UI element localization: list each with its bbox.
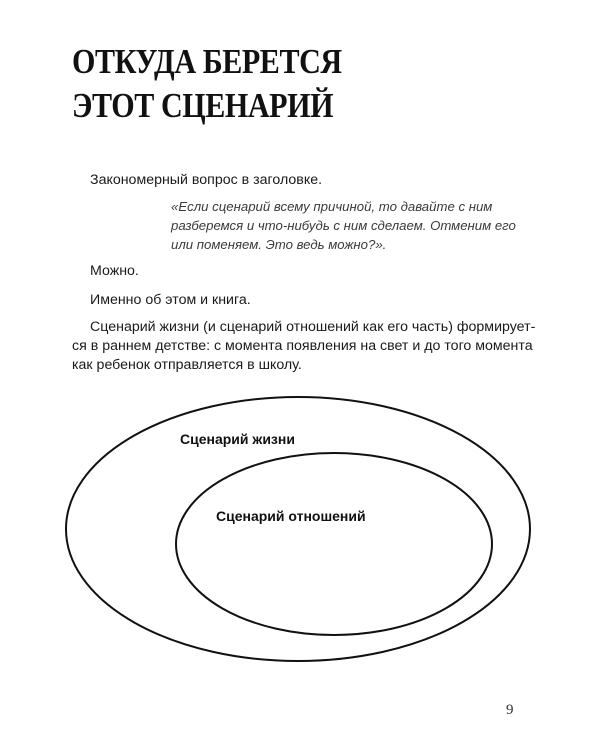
life-scenario-ellipse	[66, 397, 530, 661]
answer-paragraph: Можно.	[90, 263, 139, 279]
chapter-title	[72, 40, 342, 128]
italic-quote: «Если сценарий всему причиной, то давайте с ним разберемся и что-нибудь с ним сделаем. Отменим его или поменяем. Это ведь можно?».	[171, 199, 516, 252]
life-scenario-label: Сценарий жизни	[180, 431, 295, 447]
page-number: 9	[506, 702, 514, 718]
intro-paragraph: Закономерный вопрос в заголовке.	[90, 172, 323, 188]
nested-ellipse-diagram	[0, 380, 600, 680]
chapter-title-line-2: ЭТОТ СЦЕНАРИЙ	[72, 86, 334, 125]
relationship-scenario-label: Сценарий отношений	[216, 508, 366, 524]
chapter-title-line-1: ОТКУДА БЕРЕТСЯ	[72, 42, 342, 81]
about-book-paragraph: Именно об этом и книга.	[90, 292, 251, 308]
scenario-paragraph	[72, 318, 536, 375]
relationship-scenario-ellipse	[176, 453, 492, 635]
scenario-paragraph-line-3: как ребенок отправляется в школу.	[72, 357, 302, 373]
scenario-paragraph-line-1: Сценарий жизни (и сценарий отношений как его часть) формирует-	[90, 319, 536, 335]
scenario-paragraph-line-2: ся в раннем детстве: с момента появления на свет и до того момента	[72, 338, 533, 354]
